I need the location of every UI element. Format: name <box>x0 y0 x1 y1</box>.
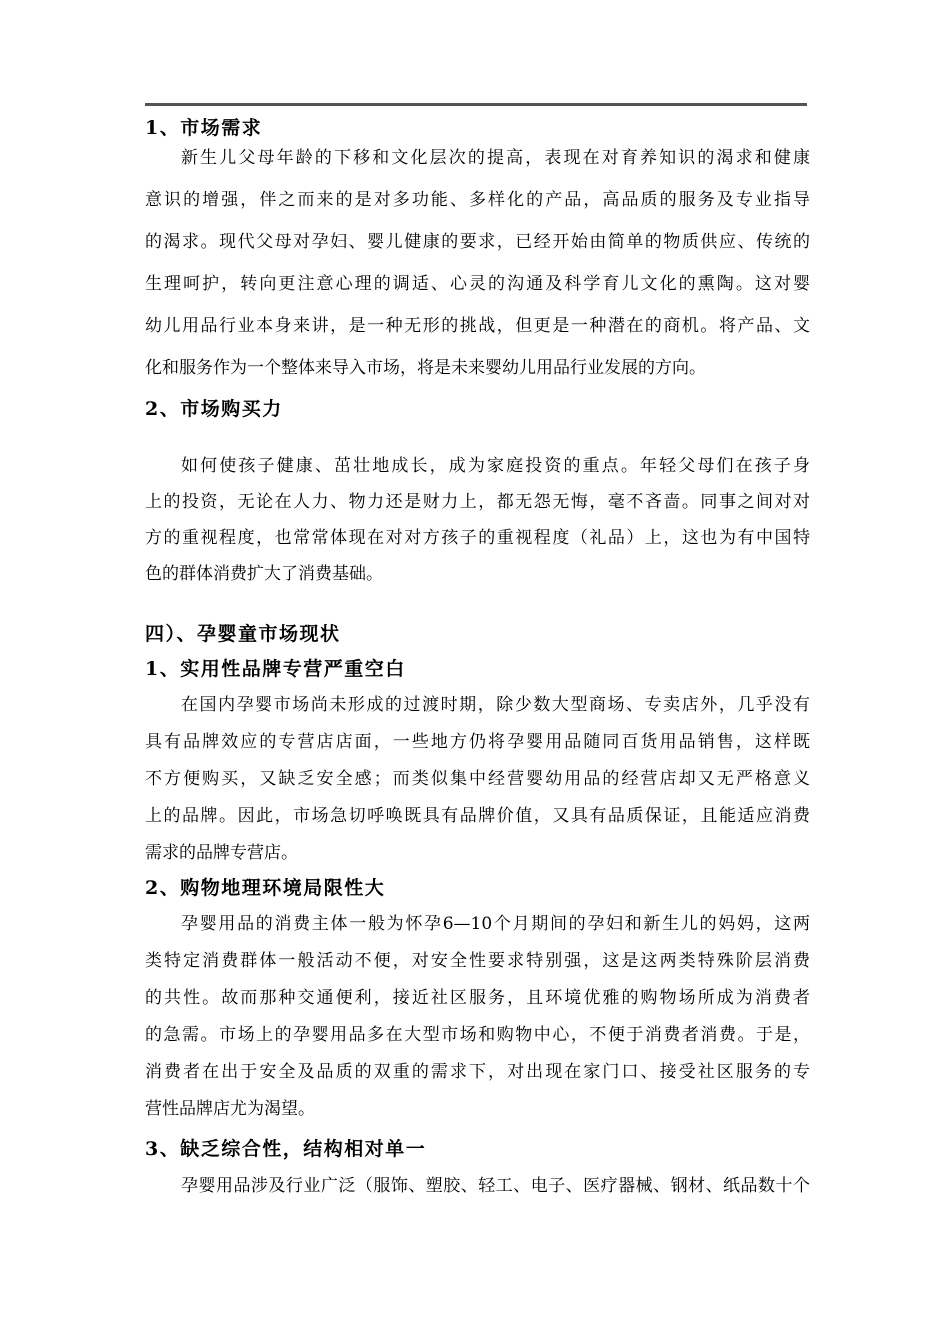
paragraph-line: 的急需。市场上的孕婴用品多在大型市场和购物中心，不便于消费者消费。于是， <box>145 1025 810 1045</box>
subheading-lack-of-comprehensiveness: 3、缺乏综合性，结构相对单一 <box>145 1138 427 1160</box>
section-heading-market-demand: 1、市场需求 <box>145 117 263 139</box>
paragraph-line: 营性品牌店尤为渴望。 <box>145 1099 315 1119</box>
paragraph-line: 消费者在出于安全及品质的双重的需求下，对出现在家门口、接受社区服务的专 <box>145 1062 810 1082</box>
paragraph-line: 上的投资，无论在人力、物力还是财力上，都无怨无悔，毫不吝啬。同事之间对对 <box>145 492 810 512</box>
paragraph-line: 在国内孕婴市场尚未形成的过渡时期，除少数大型商场、专卖店外，几乎没有 <box>181 695 810 715</box>
subheading-geographic-limitation: 2、购物地理环境局限性大 <box>145 877 386 899</box>
paragraph-brand-specialty-gap <box>145 687 810 872</box>
paragraph-line: 幼儿用品行业本身来讲，是一种无形的挑战，但更是一种潜在的商机。将产品、文 <box>145 316 810 336</box>
paragraph-purchasing-power <box>145 448 810 592</box>
header-divider-rule <box>145 103 807 106</box>
paragraph-line: 方的重视程度，也常常体现在对对方孩子的重视程度（礼品）上，这也为有中国特 <box>145 528 810 548</box>
paragraph-line: 色的群体消费扩大了消费基础。 <box>145 564 383 584</box>
section-heading-purchasing-power: 2、市场购买力 <box>145 398 283 420</box>
paragraph-market-demand <box>145 137 810 389</box>
paragraph-line: 不方便购买，又缺乏安全感；而类似集中经营婴幼用品的经营店却又无严格意义 <box>145 769 810 789</box>
subheading-brand-specialty-gap: 1、实用性品牌专营严重空白 <box>145 658 406 680</box>
paragraph-line: 的渴求。现代父母对孕妇、婴儿健康的要求，已经开始由简单的物质供应、传统的 <box>145 232 810 252</box>
paragraph-line: 意识的增强，伴之而来的是对多功能、多样化的产品，高品质的服务及专业指导 <box>145 190 810 210</box>
paragraph-line: 孕婴用品涉及行业广泛（服饰、塑胶、轻工、电子、医疗器械、钢材、纸品数十个 <box>181 1176 810 1196</box>
paragraph-line: 孕婴用品的消费主体一般为怀孕6—10个月期间的孕妇和新生儿的妈妈，这两 <box>181 914 810 934</box>
section-heading-market-status: 四）、孕婴童市场现状 <box>145 623 341 645</box>
paragraph-line: 化和服务作为一个整体来导入市场，将是未来婴幼儿用品行业发展的方向。 <box>145 358 706 378</box>
paragraph-line: 需求的品牌专营店。 <box>145 843 298 863</box>
paragraph-line: 的共性。故而那种交通便利，接近社区服务，且环境优雅的购物场所成为消费者 <box>145 988 810 1008</box>
paragraph-line: 类特定消费群体一般活动不便，对安全性要求特别强，这是这两类特殊阶层消费 <box>145 951 810 971</box>
paragraph-line: 具有品牌效应的专营店店面，一些地方仍将孕婴用品随同百货用品销售，这样既 <box>145 732 810 752</box>
paragraph-line: 生理呵护，转向更注意心理的调适、心灵的沟通及科学育儿文化的熏陶。这对婴 <box>145 274 810 294</box>
paragraph-line: 上的品牌。因此，市场急切呼唤既具有品牌价值，又具有品质保证，且能适应消费 <box>145 806 810 826</box>
paragraph-line: 新生儿父母年龄的下移和文化层次的提高，表现在对育养知识的渴求和健康 <box>181 148 810 168</box>
paragraph-lack-of-comprehensiveness <box>145 1168 810 1205</box>
paragraph-geographic-limitation <box>145 906 810 1128</box>
paragraph-line: 如何使孩子健康、茁壮地成长，成为家庭投资的重点。年轻父母们在孩子身 <box>181 456 810 476</box>
